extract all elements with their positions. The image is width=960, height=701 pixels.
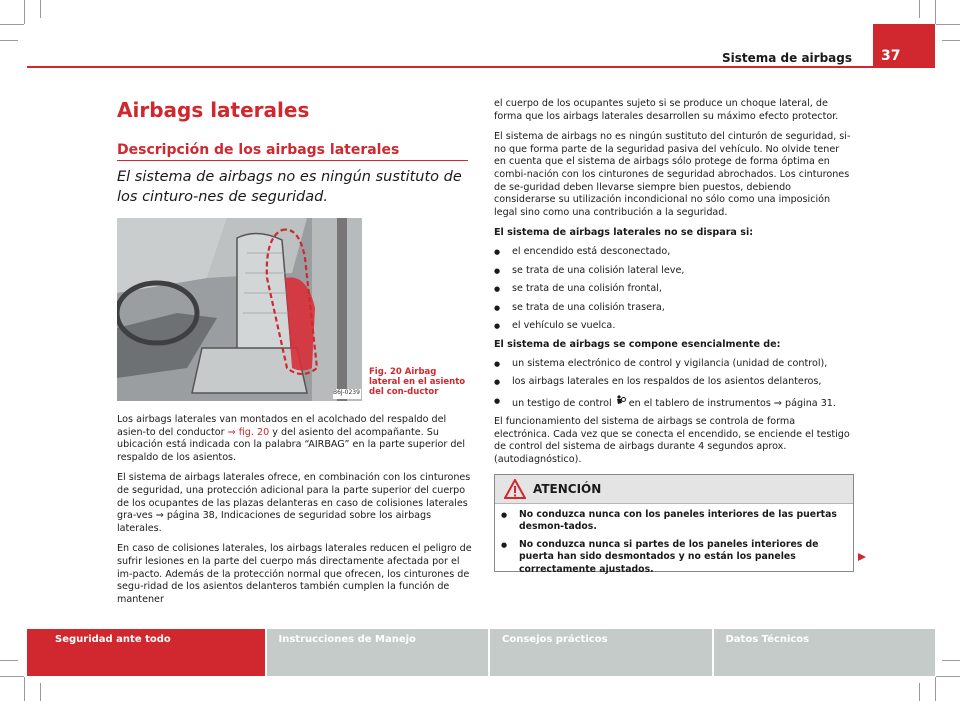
warning-item: ● No conduzca nunca con los paneles interiores de las puertas desmon-tados. <box>501 509 846 534</box>
warning-box <box>494 474 854 575</box>
warning-triangle-icon <box>504 479 526 499</box>
tab-instrucciones[interactable]: Instrucciones de Manejo <box>267 629 489 676</box>
lead-paragraph: El sistema de airbags no es ningún sustituto de los cinturo-nes de seguridad. <box>117 169 462 205</box>
list-item: ● se trata de una colisión lateral leve, <box>494 265 854 278</box>
subsection-rule <box>117 160 468 161</box>
list-item: ● el encendido está desconectado, <box>494 246 854 259</box>
crop-mark <box>935 0 936 24</box>
running-header: Sistema de airbags <box>721 51 852 65</box>
subsection-title: Descripción de los airbags laterales <box>117 142 400 158</box>
list-item: ● un sistema electrónico de control y vigilancia (unidad de control), <box>494 358 854 371</box>
text: en el tablero de instrumentos ⇒ página 31. <box>625 397 836 409</box>
crop-mark <box>40 0 41 18</box>
paragraph: El sistema de airbags laterales ofrece, en combinación con los cinturones de seguridad, una protección adicional para la parte superior del cuerpo de los ocupantes de las plazas delanteras en caso de colisiones laterales gra-ves ⇒ página 38, Indicaciones de seguridad sobre los airbags laterales. <box>117 472 471 534</box>
figure-caption: Fig. 20 Airbag lateral en el asiento del con-ductor <box>369 367 466 397</box>
crop-mark <box>935 677 936 701</box>
crop-mark <box>942 40 960 41</box>
crop-mark <box>942 660 960 661</box>
figure-reference-link[interactable]: ⇒ fig. 20 <box>227 426 270 438</box>
crop-mark <box>0 660 18 661</box>
text: un testigo de control <box>512 397 615 409</box>
tab-seguridad[interactable]: Seguridad ante todo <box>27 629 265 676</box>
crop-mark <box>936 676 960 677</box>
footer-tabs <box>27 629 935 676</box>
header-rule <box>27 66 935 68</box>
paragraph: El sistema de airbags no es ningún sustituto del cinturón de seguridad, si-no que forma parte de la seguridad pasiva del vehículo. No olvide tener en cuenta que el sistema de airbags sólo protege de forma óptima en combi-nación con los cinturones de seguridad abrochados. Los cinturones de se-guridad deben llevarse siempre bien puestos, debiendo considerarse su utilización incondicional no sólo como una imposición legal sino como una contribución a la seguridad. <box>494 131 851 218</box>
text: Los airbags laterales van montados en el acolchado del respaldo del asien-to del conductor <box>117 414 447 438</box>
paragraph <box>117 414 472 464</box>
figure-code: B6J-0239 <box>333 389 360 396</box>
paragraph: En caso de colisiones laterales, los airbags laterales reducen el peligro de sufrir lesiones en la parte del cuerpo más directamente afectada por el im-pacto. Además de la protección normal que ofrecen, los cinturones de segu-ridad de los asientos delanteros también cumplen la función de mantener <box>117 543 472 605</box>
list-heading: El sistema de airbags se compone esencialmente de: <box>494 338 781 350</box>
left-column <box>117 414 472 614</box>
warning-body <box>501 509 846 581</box>
paragraph: el cuerpo de los ocupantes sujeto si se produce un choque lateral, de forma que los airbags laterales desarrollen su máximo efecto protector. <box>494 98 839 122</box>
list-item: ● se trata de una colisión trasera, <box>494 302 854 315</box>
list-heading: El sistema de airbags laterales no se dispara si: <box>494 227 754 239</box>
crop-mark <box>0 24 24 25</box>
crop-mark <box>24 0 25 24</box>
warning-item: ● No conduzca nunca si partes de los paneles interiores de puerta han sido desmontados y no están los paneles correctamente ajustados. <box>501 539 846 576</box>
page-number: 37 <box>873 24 935 68</box>
list-item: ● el vehículo se vuelca. <box>494 320 854 333</box>
crop-mark <box>24 677 25 701</box>
list-item: ● los airbags laterales en los respaldos de los asientos delanteros, <box>494 376 854 389</box>
right-column <box>494 98 854 475</box>
crop-mark <box>40 683 41 701</box>
no-trigger-list <box>494 246 854 333</box>
tab-datos-tecnicos[interactable]: Datos Técnicos <box>714 629 936 676</box>
crop-mark <box>919 683 920 701</box>
components-list <box>494 358 854 411</box>
list-item: ● se trata de una colisión frontal, <box>494 283 854 296</box>
seat-airbag-figure <box>117 218 362 401</box>
text: y del asiento del acompañante. Su ubicación está indicada con la palabra “AIRBAG” en la parte superior del respaldo de los asientos. <box>117 426 466 463</box>
seat-illustration <box>117 218 362 401</box>
section-title: Airbags laterales <box>117 98 310 122</box>
airbag-warning-lamp-icon <box>615 395 626 406</box>
crop-mark <box>936 24 960 25</box>
warning-header <box>495 475 853 504</box>
crop-mark <box>0 676 24 677</box>
crop-mark <box>919 0 920 18</box>
warning-title: ATENCIÓN <box>533 482 602 496</box>
paragraph: El funcionamiento del sistema de airbags se controla de forma electrónica. Cada vez que se conecta el encendido, se enciende el testigo de control del sistema de airbags durante 4 segundos aprox. (autodiagnóstico). <box>494 416 850 466</box>
tab-consejos[interactable]: Consejos prácticos <box>490 629 712 676</box>
continue-arrow-icon <box>857 552 867 562</box>
list-item <box>494 395 854 411</box>
crop-mark <box>0 40 18 41</box>
